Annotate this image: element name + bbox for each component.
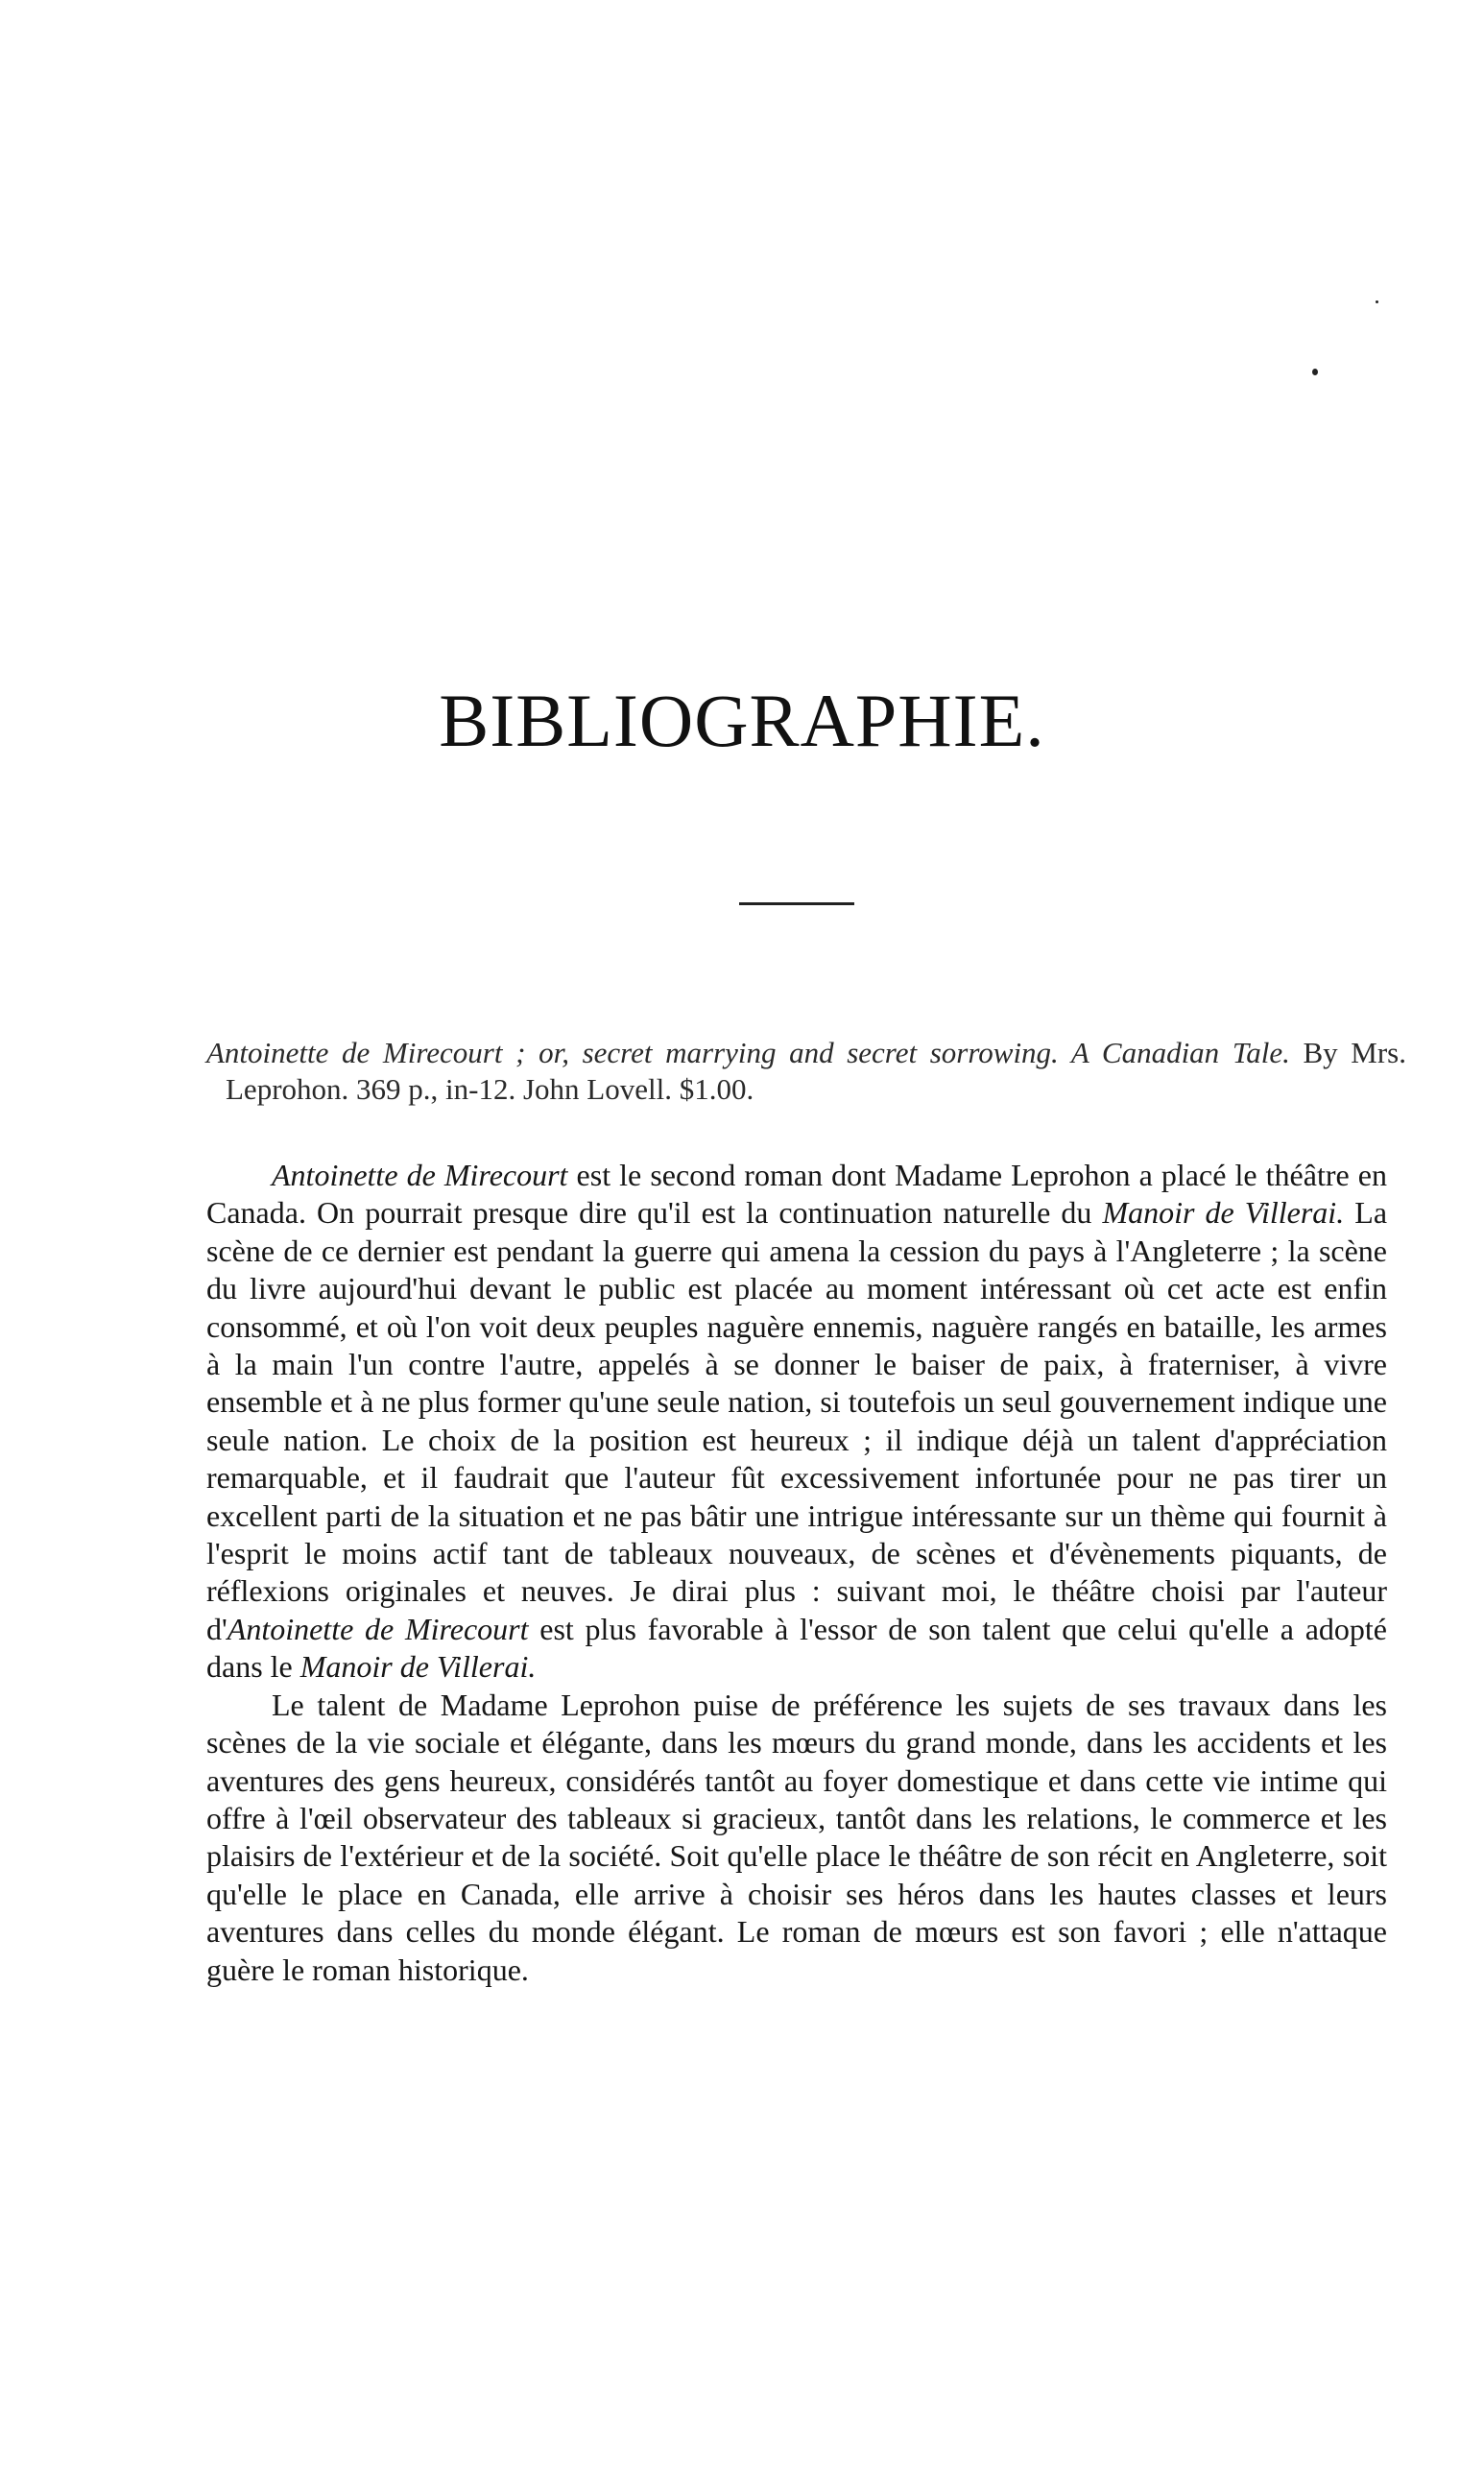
paragraph-text: La scène de ce dernier est pendant la guerre qui amena la cession du pays à l'Angleterre ; la scène du livre aujourd'hui devant le public est placée au moment intéressant où cet acte est enfin consommé, et où l'on voit deux peuples naguère ennemis, naguère rangés en bataille, les armes à la main l'un contre l'autre, appelés à se donner le baiser de paix, à fraterniser, à vivre ensemble et à ne plus former qu'une seule nation, si toutefois un seul gouvernement indique une seule nation. Le choix de la position est heureux ; il indique déjà un talent d'appréciation remarquable, et il faudrait que l'auteur fût excessivement infortunée pour ne pas tirer un excellent parti de la situation et ne pas bâtir une intrigue intéressante sur un thème qui fournit à l'esprit le moins actif tant de tableaux nouveaux, de scènes et d'évènements piquants, de réflexions originales et neuves. Je dirai plus : suivant moi, le théâtre choisi par l'auteur d' (206, 1195, 1388, 1646)
review-paragraph: Le talent de Madame Leprohon puise de préférence les sujets de ses travaux dans les scènes de la vie sociale et élégante, dans les mœurs du grand monde, dans les accidents et les aventures des gens heureux, considérés tantôt au foyer domestique et dans cette vie intime qui offre à l'œil observateur des tableaux si gracieux, tantôt dans les relations, le commerce et les plaisirs de l'extérieur et de la société. Soit qu'elle place le théâtre de son récit en Angleterre, soit qu'elle le place en Canada, elle arrive à choisir ses héros dans les hautes classes et leurs aventures dans celles du monde élégant. Le roman de mœurs est son favori ; elle n'attaque guère le roman historique. (206, 1687, 1387, 1987)
scan-speck (1376, 300, 1378, 303)
book-title-ref: Manoir de Villerai. (1102, 1195, 1345, 1231)
review-paragraph (206, 1157, 1387, 1687)
review-text (206, 1157, 1387, 1989)
book-title-ref: Manoir de Villerai. (299, 1649, 537, 1685)
paragraph-text: est le second roman dont Madame Leprohon a placé le théâtre en Canada. On pourrait presque dire qu'il est la continuation naturelle du (206, 1158, 1388, 1231)
title-divider (739, 902, 854, 905)
book-title-ref: Antoinette de Mirecourt (227, 1611, 529, 1646)
book-citation (206, 1035, 1406, 1108)
scan-speck (1312, 369, 1318, 375)
citation-title: Antoinette de Mirecourt ; or, secret marrying and secret sorrowing. A Canadian Tale. (206, 1036, 1290, 1069)
book-title-ref: Antoinette de Mirecourt (272, 1158, 568, 1192)
page-title: BIBLIOGRAPHIE. (439, 679, 1045, 762)
paragraph-text: est plus favorable à l'essor de son talent que celui qu'elle a adopté dans le (206, 1611, 1388, 1685)
citation-details: By Mrs. Leprohon. 369 p., in-12. John Lovell. $1.00. (226, 1036, 1406, 1106)
